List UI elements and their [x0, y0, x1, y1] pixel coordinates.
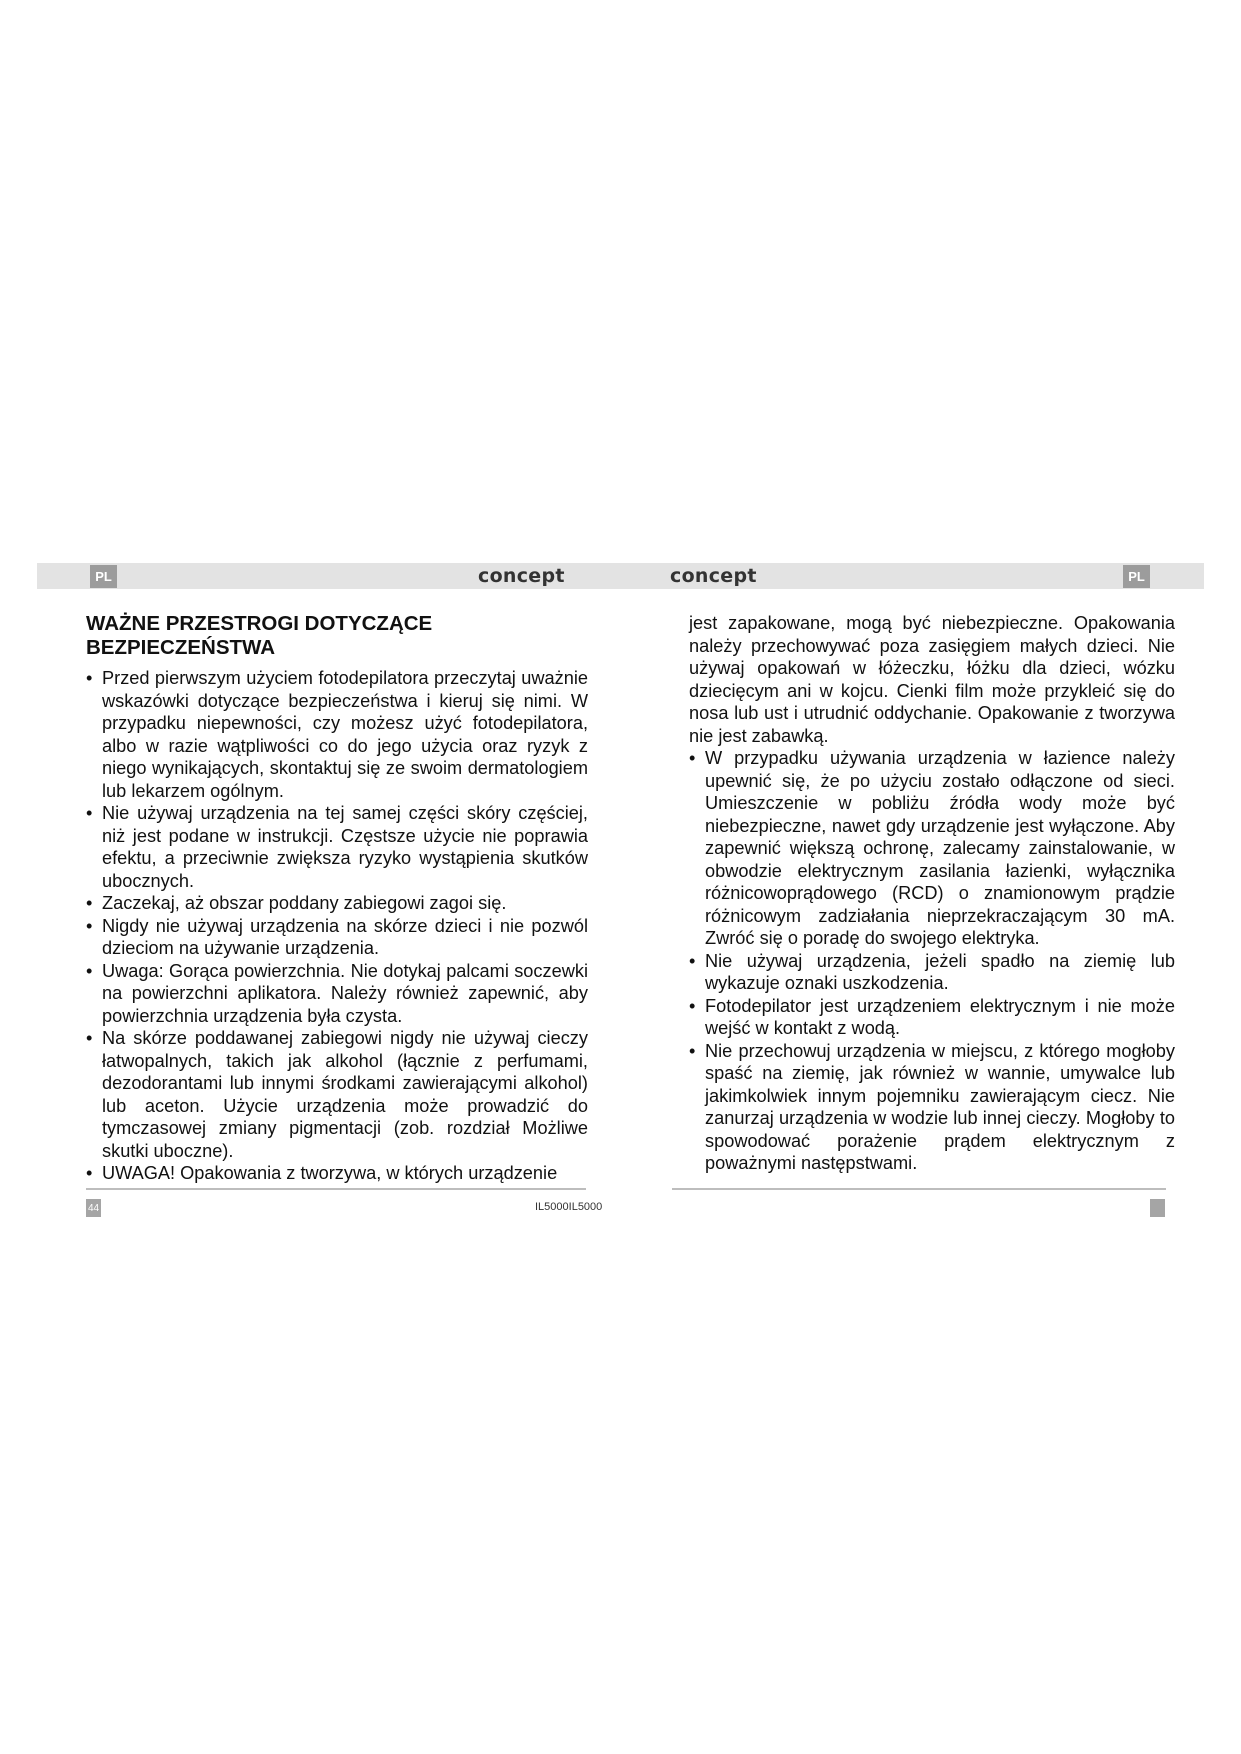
section-title-line-1: WAŻNE PRZESTROGI DOTYCZĄCE	[86, 612, 433, 635]
continuation-paragraph: jest zapakowane, mogą być niebezpieczne. Opakowania należy przechowywać poza zasięgiem małych dzieci. Nie używaj opakowań w łóżeczku, łóżku dla dzieci, wózku dziecięcym ani w kojcu. Cienki film może przykleić się do nosa lub ust i utrudnić oddychanie. Opakowanie z tworzywa nie jest zabawką.	[689, 613, 1175, 746]
safety-list-left	[86, 667, 588, 1185]
list-item: • Nigdy nie używaj urządzenia na skórze dzieci i nie pozwól dzieciom na używanie urządzenia.	[86, 915, 588, 960]
model-number: IL5000IL5000	[535, 1201, 603, 1213]
list-item: • Zaczekaj, aż obszar poddany zabiegowi zagoi się.	[86, 892, 588, 915]
right-column	[689, 612, 1175, 1175]
list-item: • Przed pierwszym użyciem fotodepilatora przeczytaj uważnie wskazówki dotyczące bezpieczeństwa i kieruj się nimi. W przypadku niepewności, czy możesz użyć fotodepilatora, albo w razie wątpliwości co do jego użycia oraz ryzyk z niego wynikających, skontaktuj się ze swoim dermatologiem lub lekarzem ogólnym.	[86, 667, 588, 802]
brand-logo-left: concept	[478, 565, 565, 587]
section-title	[86, 612, 588, 659]
language-badge-right: PL	[1123, 565, 1150, 588]
list-item: • Nie używaj urządzenia na tej samej części skóry częściej, niż jest podane w instrukcji. Częstsze użycie nie poprawia efektu, a przeciwnie zwiększa ryzyko wystąpienia skutków ubocznych.	[86, 802, 588, 892]
list-item: • Nie przechowuj urządzenia w miejscu, z którego mogłoby spaść na ziemię, jak również w wannie, umywalce lub jakimkolwiek innym pojemniku zawierającym ciecz. Nie zanurzaj urządzenia w wodzie lub innej cieczy. Mogłoby to spowodować porażenie prądem elektrycznym z poważnymi następstwami.	[689, 1040, 1175, 1175]
list-item: • Na skórze poddawanej zabiegowi nigdy nie używaj cieczy łatwopalnych, takich jak alkohol (łącznie z perfumami, dezodorantami lub innymi środkami zawierającymi alkohol) lub aceton. Użycie urządzenia może prowadzić do tymczasowej zmiany pigmentacji (zob. rozdział Możliwe skutki uboczne).	[86, 1027, 588, 1162]
language-badge-left: PL	[90, 565, 117, 588]
list-item: • Fotodepilator jest urządzeniem elektrycznym i nie może wejść w kontakt z wodą.	[689, 995, 1175, 1040]
list-item: • Uwaga: Gorąca powierzchnia. Nie dotykaj palcami soczewki na powierzchni aplikatora. Należy również zapewnić, aby powierzchnia urządzenia była czysta.	[86, 960, 588, 1028]
page-marker-right	[1150, 1199, 1165, 1217]
brand-logo-right: concept	[670, 565, 757, 587]
list-item: • UWAGA! Opakowania z tworzywa, w których urządzenie	[86, 1162, 588, 1185]
section-title-line-2: BEZPIECZEŃSTWA	[86, 635, 276, 659]
list-item: • Nie używaj urządzenia, jeżeli spadło na ziemię lub wykazuje oznaki uszkodzenia.	[689, 950, 1175, 995]
safety-list-right	[689, 747, 1175, 1175]
footer-divider-right	[672, 1188, 1166, 1190]
list-item: • W przypadku używania urządzenia w łazience należy upewnić się, że po użyciu zostało odłączone od sieci. Umieszczenie w pobliżu źródła wody może być niebezpieczne, nawet gdy urządzenie jest wyłączone. Aby zapewnić większą ochronę, zalecamy zainstalowanie, w obwodzie elektrycznym zasilania łazienki, wyłącznika różnicowoprądowego (RCD) o znamionowym prądzie różnicowym zadziałania nieprzekraczającym 30 mA. Zwróć się o poradę do swojego elektryka.	[689, 747, 1175, 950]
footer-divider-left	[86, 1188, 586, 1190]
page-number-badge: 44	[86, 1199, 101, 1217]
left-column	[86, 612, 588, 1185]
